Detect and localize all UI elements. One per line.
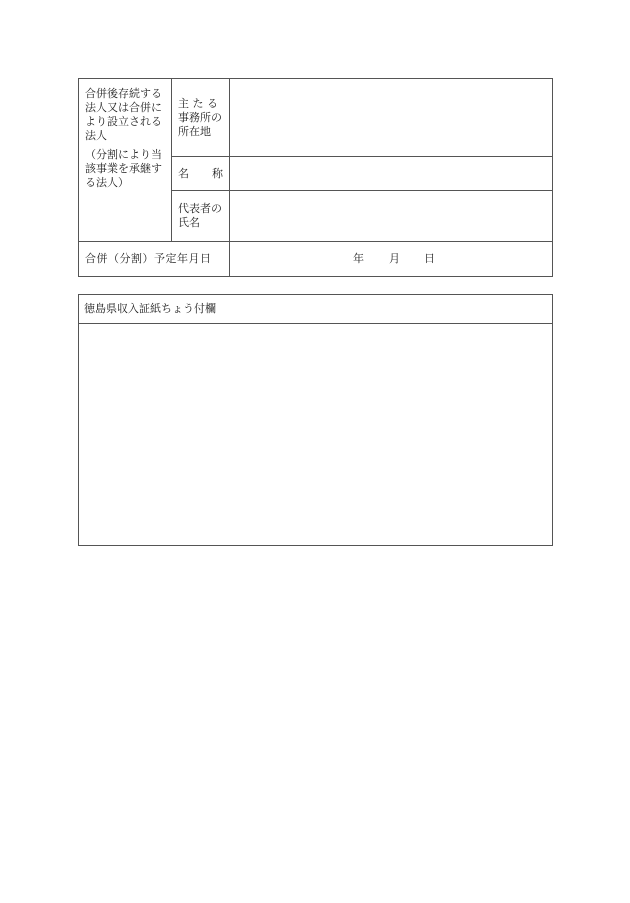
representative-field[interactable]: [230, 191, 553, 242]
day-label: 日: [424, 252, 435, 265]
name-label-cell: [172, 157, 230, 191]
rep-label-line: 代表者の: [178, 202, 222, 215]
year-label: 年: [353, 252, 364, 265]
office-label-line: 主 た る: [178, 96, 218, 110]
entity-label-line: 合併後存続する: [85, 87, 162, 100]
scheduled-date-label: 合併（分割）予定年月日: [79, 242, 230, 277]
entity-note-line: る法人）: [85, 176, 129, 189]
entity-label-line: 法人又は合併に: [85, 101, 162, 114]
revenue-stamp-box: [78, 294, 553, 546]
stamp-affix-area: [79, 324, 552, 545]
entity-note-line: （分割により当: [85, 148, 162, 161]
entity-label-line: 法人: [85, 129, 107, 142]
name-field[interactable]: [230, 157, 553, 191]
name-label-char: 名: [178, 166, 189, 180]
rep-label-line: 氏名: [178, 216, 200, 229]
entity-label-line: より設立される: [85, 115, 162, 128]
surviving-entity-label: [79, 79, 172, 242]
stamp-section-header: 徳島県収入証紙ちょう付欄: [79, 295, 552, 324]
merger-info-table: [78, 78, 553, 277]
entity-note-line: 該事業を承継す: [85, 162, 162, 175]
name-label-char: 称: [212, 166, 223, 180]
representative-label: [172, 191, 230, 242]
office-label-line: 所在地: [178, 124, 211, 138]
office-address-label: [172, 79, 230, 157]
month-label: 月: [389, 252, 400, 265]
name-label: [172, 167, 229, 181]
scheduled-date-field[interactable]: [230, 242, 553, 277]
office-label-line: 事務所の: [178, 110, 222, 124]
office-address-field[interactable]: [230, 79, 553, 157]
